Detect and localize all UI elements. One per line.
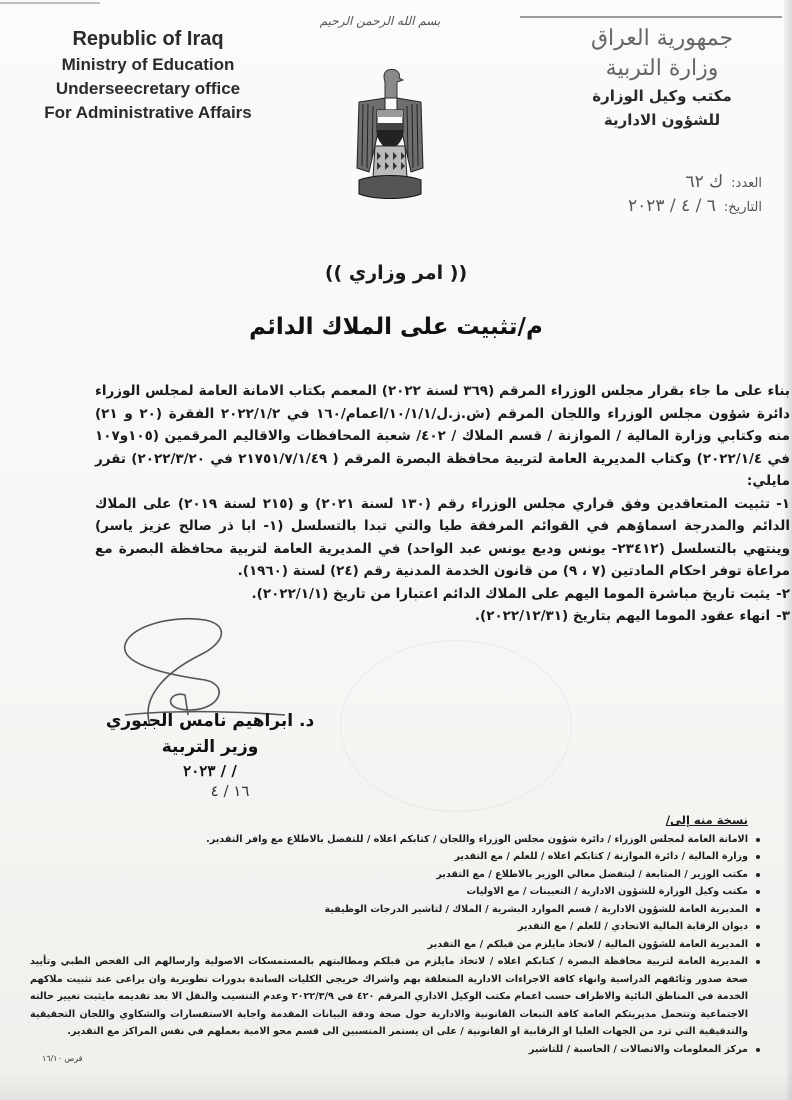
decision-item	[95, 493, 790, 583]
subject-line: م/تثبيت على الملاك الدائم	[249, 314, 543, 340]
decision-text: يثبت تاريخ مباشرة الموما اليهم على الملاك الدائم اعتبارا من تاريخ (٢٠٢٢/١/١).	[251, 585, 771, 602]
decision-number: ١-	[776, 495, 790, 512]
preamble: بناء على ما جاء بقرار مجلس الوزراء المرقم (٣٦٩ لسنة ٢٠٢٢) المعمم بكتاب الامانة العامة لمجلس الوزراء دائرة شؤون مجلس الوزراء واللجان المرقم (ش.ز.ل/١٠/١/١/اعمام/١٦٠ في ٢٠٢٢/١/٢ الفقرة (٢٠ و ٢١) منه وكتابي وزارة المالية / الموازنة / قسم الملاك / ٤٠٢/ شعبة المحافظات والاقاليم المرقمين (١٠٥و١٠٧ في ٢٠٢٢/١/٤) وكتاب المديرية العامة لتربية محافظة البصرة المرقم ( ٢١٧٥١/٧/١/٤٩ في ٢٠٢٢/٣/٢٠) تقرر مايلي:	[95, 383, 790, 489]
signature-date-handwritten: ١٦ / ٤	[210, 782, 250, 800]
scan-edge-line	[0, 2, 100, 4]
order-title: (( امر وزاري ))	[324, 262, 468, 284]
number-value: ك ٦٢	[685, 172, 724, 192]
office-ar-line2: للشؤون الادارية	[603, 111, 721, 129]
scan-bottom-shadow	[0, 1070, 792, 1100]
date-value: ٦ / ٤ / ٢٠٢٣	[627, 196, 716, 216]
copy-recipient: ديوان الرقابة المالية الاتحادي / للعلم / مع التقدير	[30, 918, 760, 936]
order-body	[95, 380, 790, 628]
reference-number	[562, 172, 762, 192]
reference-block	[562, 172, 762, 220]
decision-item	[95, 583, 790, 606]
form-code: فرس ١٦/١٠	[42, 1054, 83, 1063]
date-label: التاريخ:	[723, 200, 762, 215]
signature-date: / / ٢٠٢٣	[183, 762, 237, 780]
english-letterhead	[28, 28, 268, 123]
arabic-letterhead	[552, 24, 772, 132]
copy-recipient: الامانة العامة لمجلس الوزراء / دائرة شؤون مجلس الوزراء واللجان / كتابكم اعلاه / للتفضل بالاطلاع مع وافر التقدير.	[30, 831, 760, 849]
copies-heading: نسخة منه إلى/	[665, 813, 748, 827]
signatory-name: د. ابراهيم نامس الجبوري	[105, 711, 315, 731]
copy-recipient: مكتب وكيل الوزارة للشؤون الادارية / التعيينات / مع الاوليات	[30, 883, 760, 901]
signatory-title: وزير التربية	[161, 737, 259, 757]
iraq-eagle-emblem-icon	[355, 68, 425, 202]
affairs-en: For Administrative Affairs	[44, 103, 252, 122]
copy-recipient: مكتب الوزير / المتابعة / ليتفضل معالي الوزير بالاطلاع / مع التقدير	[30, 866, 760, 884]
copy-recipient: المديرية العامة للشؤون المالية / لاتخاذ مايلزم من قبلكم / مع التقدير	[30, 936, 760, 954]
decision-list	[95, 493, 790, 628]
office-en: Underseecretary office	[55, 79, 241, 98]
copies-section	[30, 812, 782, 1058]
copy-recipient: وزارة المالية / دائرة الموازنة / كتابكم اعلاه / للعلم / مع التقدير	[30, 848, 760, 866]
faint-stamp	[340, 640, 572, 812]
reference-date	[562, 196, 762, 216]
basmala: بسم الله الرحمن الرحيم	[319, 14, 441, 28]
copy-recipient: المديرية العامة للشؤون الادارية / قسم الموارد البشرية / الملاك / لتاشير الدرجات الوظيفية	[30, 901, 760, 919]
signatory-block	[90, 708, 330, 800]
decision-number: ٢-	[776, 585, 790, 602]
copies-list	[30, 831, 782, 1059]
header-rule	[520, 16, 782, 18]
republic-ar: جمهورية العراق	[590, 26, 734, 51]
decision-text: انهاء عقود الموما اليهم بتاريخ (٢٠٢٢/١٢/٣١).	[474, 608, 771, 624]
republic-en: Republic of Iraq	[72, 28, 224, 50]
ministry-en: Ministry of Education	[61, 55, 235, 74]
number-label: العدد:	[731, 176, 762, 191]
decision-text: تثبيت المتعاقدين وفق قراري مجلس الوزراء رقم (١٣٠ لسنة ٢٠٢١) و (٢١٥ لسنة ٢٠١٩) على الملاك الدائم والمدرجة اسماؤهم في القوائم المرفقة طيا والتي تبدا بالتسلسل (١- ابا ذر صالح عزيز ياسر) وينتهي بالتسلسل (٢٣٤١٢- يونس وديع يونس عبد الواحد) في المديرية العامة لتربية محافظة البصرة مع مراعاة توفر احكام المادتين (٧ ، ٩) من قانون الخدمة المدنية رقم (٢٤) لسنة (١٩٦٠).	[95, 495, 790, 579]
copy-recipient: مركز المعلومات والاتصالات / الحاسبة / للتاشير	[30, 1041, 760, 1059]
decision-number: ٣-	[776, 608, 790, 624]
ministry-ar: وزارة التربية	[605, 56, 719, 81]
copy-recipient: المديرية العامة لتربية محافظة البصرة / كتابكم اعلاه / لاتخاذ مايلزم من قبلكم ومطالبتهم بالمستمسكات الاصولية وارسالهم الى الفحص الطبي وتأييد صحة صدور وثائقهم الدراسية وانهاء كافة الاجراءات الادارية المتعلقة بهم واشراك خريجي الكليات الساندة بدورات تطويرية وان يراعى عند تثبيت ملاكهم الخدمة في المناطق النائية والاطراف حسب اعمام مكتب الوكيل الاداري المرقم ٤٢٠ في ٢٠٢٢/٣/٩ وعدم التنسيب والنقل الا بعد تقديمه مايثبت تغيير حالته الاجتماعية وتتحمل مديريتكم العامة كافة التبعات القانونية والادارية حول صحة ودقة البيانات المقدمة واجابة الاستفسارات والشكاوي واللجان التحقيقية والتدقيقية التي ترد من الجهات العليا او الرقابية او القانونية / على ان يستمر المنسبين الى قسم محو الامية بعملهم في نفس المراكز مع التقدير.	[30, 953, 760, 1041]
office-ar-line1: مكتب وكيل الوزارة	[592, 87, 732, 105]
